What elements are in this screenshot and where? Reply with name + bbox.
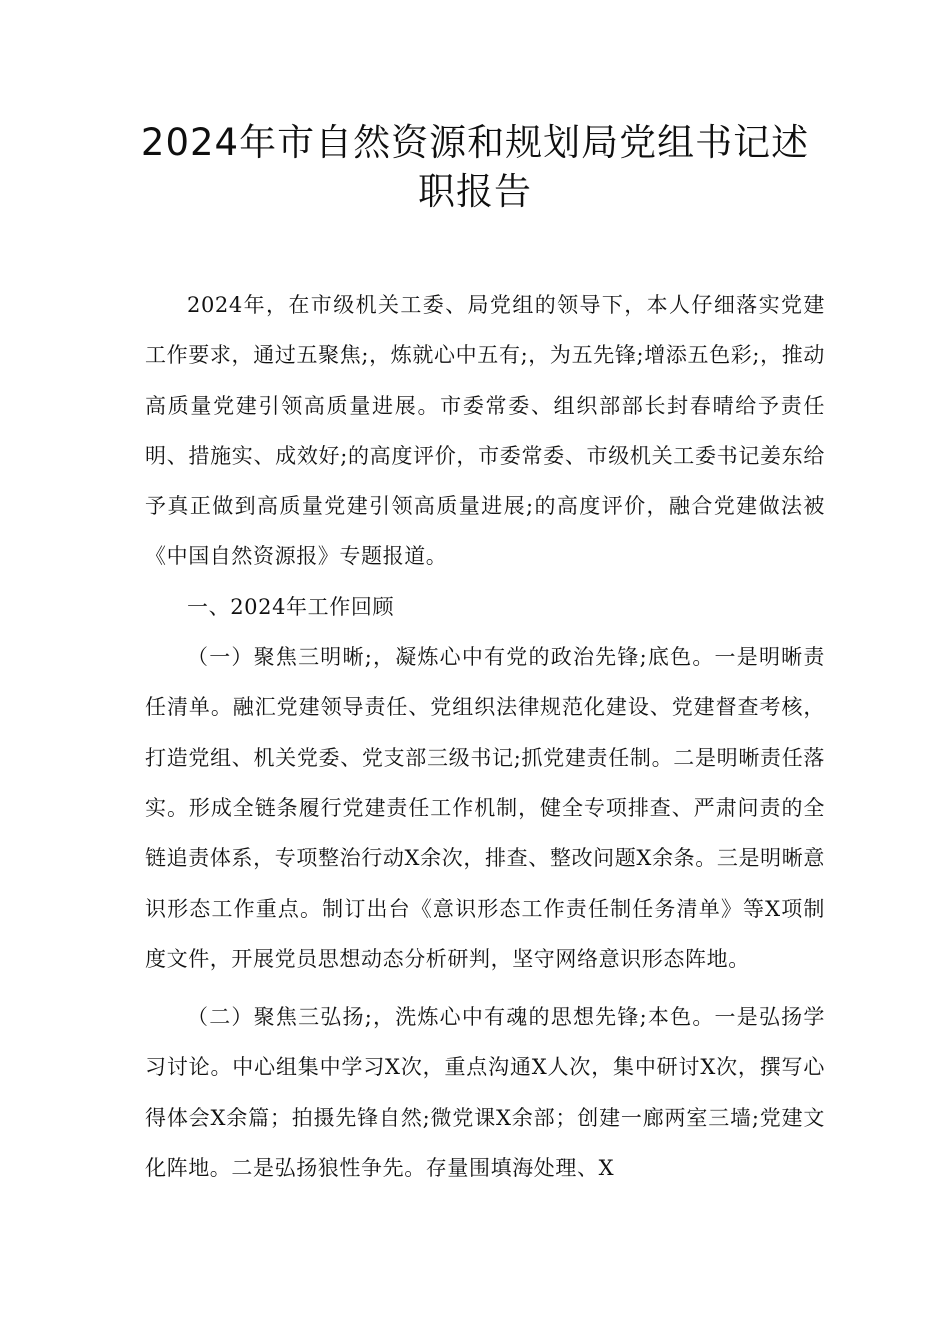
document-body xyxy=(145,280,825,1193)
document-title xyxy=(120,118,830,216)
section-heading: 一、2024年工作回顾 xyxy=(187,594,395,619)
paragraph-section-2: （二）聚焦三弘扬;，洗炼心中有魂的思想先锋;本色。一是弘扬学习讨论。中心组集中学习X次，重点沟通X人次，集中研讨X次，撰写心得体会X余篇；拍摄先锋自然;微党课X余部；创建一廊两室三墙;党建文化阵地。二是弘扬狼性争先。存量围填海处理、X xyxy=(145,1005,825,1181)
intro-paragraph: 2024年，在市级机关工委、局党组的领导下，本人仔细落实党建工作要求，通过五聚焦;，炼就心中五有;，为五先锋;增添五色彩;，推动高质量党建引领高质量进展。市委常委、组织部部长封春晴给予责任明、措施实、成效好;的高度评价，市委常委、市级机关工委书记姜东给予真正做到高质量党建引领高质量进展;的高度评价，融合党建做法被《中国自然资源报》专题报道。 xyxy=(145,293,825,569)
title-line-1: 2024年市自然资源和规划局党组书记述 xyxy=(140,121,810,164)
paragraph-section-1: （一）聚焦三明晰;，凝炼心中有党的政治先锋;底色。一是明晰责任清单。融汇党建领导责任、党组织法律规范化建设、党建督查考核，打造党组、机关党委、党支部三级书记;抓党建责任制。二是明晰责任落实。形成全链条履行党建责任工作机制，健全专项排查、严肃问责的全链追责体系，专项整治行动X余次，排查、整改问题X余条。三是明晰意识形态工作重点。制订出台《意识形态工作责任制任务清单》等X项制度文件，开展党员思想动态分析研判，坚守网络意识形态阵地。 xyxy=(145,645,825,971)
title-line-2: 职报告 xyxy=(418,170,532,213)
